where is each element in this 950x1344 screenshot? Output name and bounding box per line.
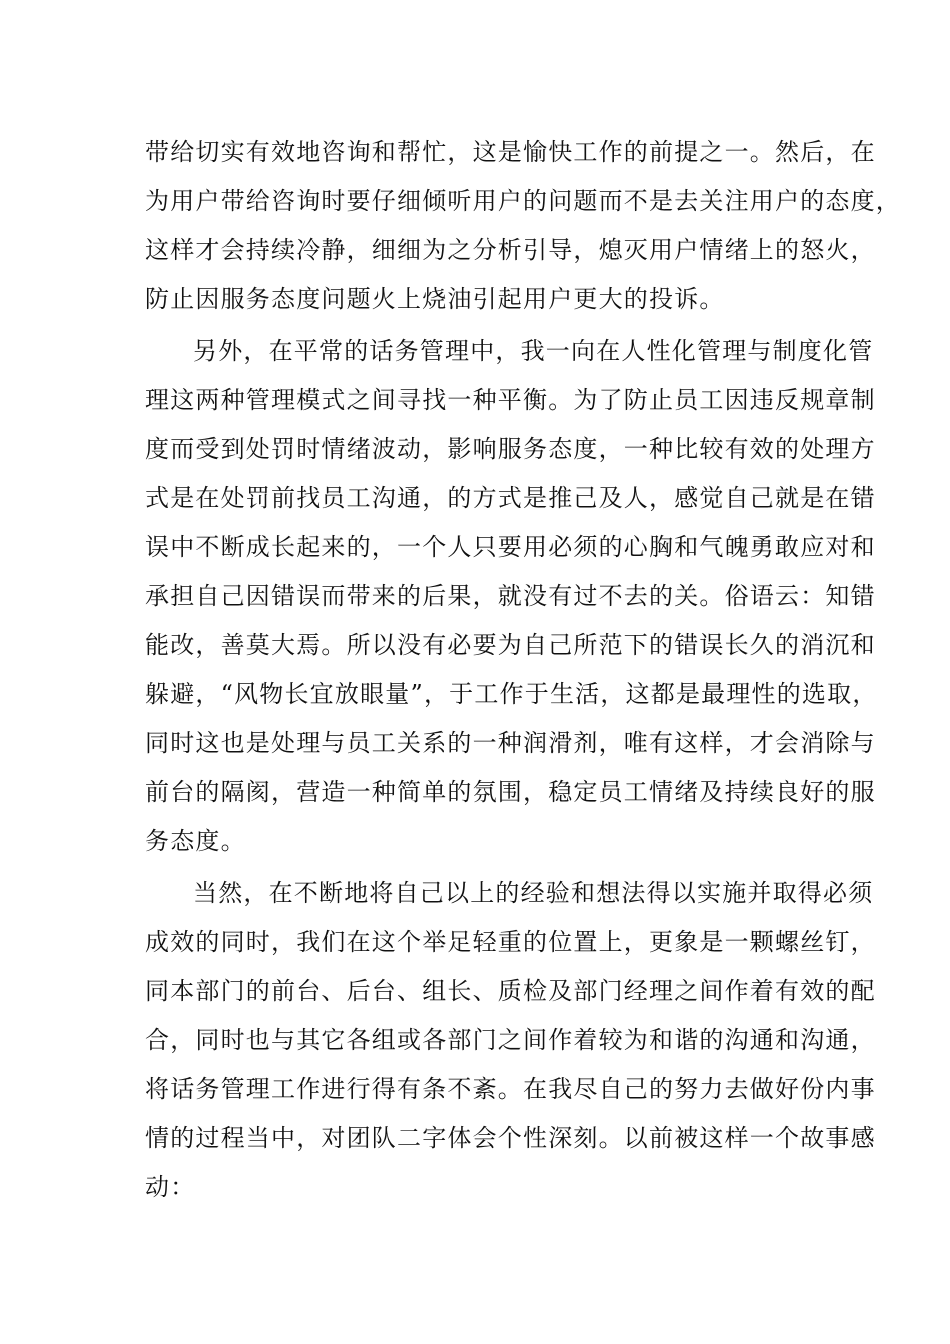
- text-line: 能改，善莫大焉。所以没有必要为自己所范下的错误长久的消沉和: [145, 631, 876, 659]
- text-line: 防止因服务态度问题火上烧油引起用户更大的投诉。: [145, 285, 725, 313]
- text-line: 合，同时也与其它各组或各部门之间作着较为和谐的沟通和沟通，: [145, 1026, 876, 1054]
- text-line: 为用户带给咨询时要仔细倾听用户的问题而不是去关注用户的态度，: [145, 187, 901, 215]
- text-line: 当然，在不断地将自己以上的经验和想法得以实施并取得必须: [193, 879, 874, 907]
- text-line: 躲避，“风物长宜放眼量”，于工作于生活，这都是最理性的选取，: [145, 680, 878, 708]
- text-line: 成效的同时，我们在这个举足轻重的位置上，更象是一颗螺丝钉，: [145, 928, 876, 956]
- text-line: 承担自己因错误而带来的后果，就没有过不去的关。俗语云：知错: [145, 582, 876, 610]
- text-line: 将话务管理工作进行得有条不紊。在我尽自己的努力去做好份内事: [145, 1075, 876, 1103]
- text-line: 情的过程当中，对团队二字体会个性深刻。以前被这样一个故事感: [145, 1124, 876, 1152]
- text-line: 理这两种管理模式之间寻找一种平衡。为了防止员工因违反规章制: [145, 386, 876, 414]
- text-line: 前台的隔阂，营造一种简单的氛围，稳定员工情绪及持续良好的服: [145, 778, 876, 806]
- text-line: 带给切实有效地咨询和帮忙，这是愉快工作的前提之一。然后，在: [145, 138, 876, 166]
- text-line: 另外，在平常的话务管理中，我一向在人性化管理与制度化管: [193, 337, 874, 365]
- text-line: 这样才会持续冷静，细细为之分析引导，熄灭用户情绪上的怒火，: [145, 236, 876, 264]
- text-line: 务态度。: [145, 827, 246, 855]
- text-line: 动：: [145, 1173, 196, 1201]
- text-line: 同时这也是处理与员工关系的一种润滑剂，唯有这样，才会消除与: [145, 729, 876, 757]
- text-line: 式是在处罚前找员工沟通，的方式是推己及人，感觉自己就是在错: [145, 484, 876, 512]
- text-line: 误中不断成长起来的，一个人只要用必须的心胸和气魄勇敢应对和: [145, 533, 876, 561]
- text-line: 同本部门的前台、后台、组长、质检及部门经理之间作着有效的配: [145, 977, 876, 1005]
- text-line: 度而受到处罚时情绪波动，影响服务态度，一种比较有效的处理方: [145, 435, 876, 463]
